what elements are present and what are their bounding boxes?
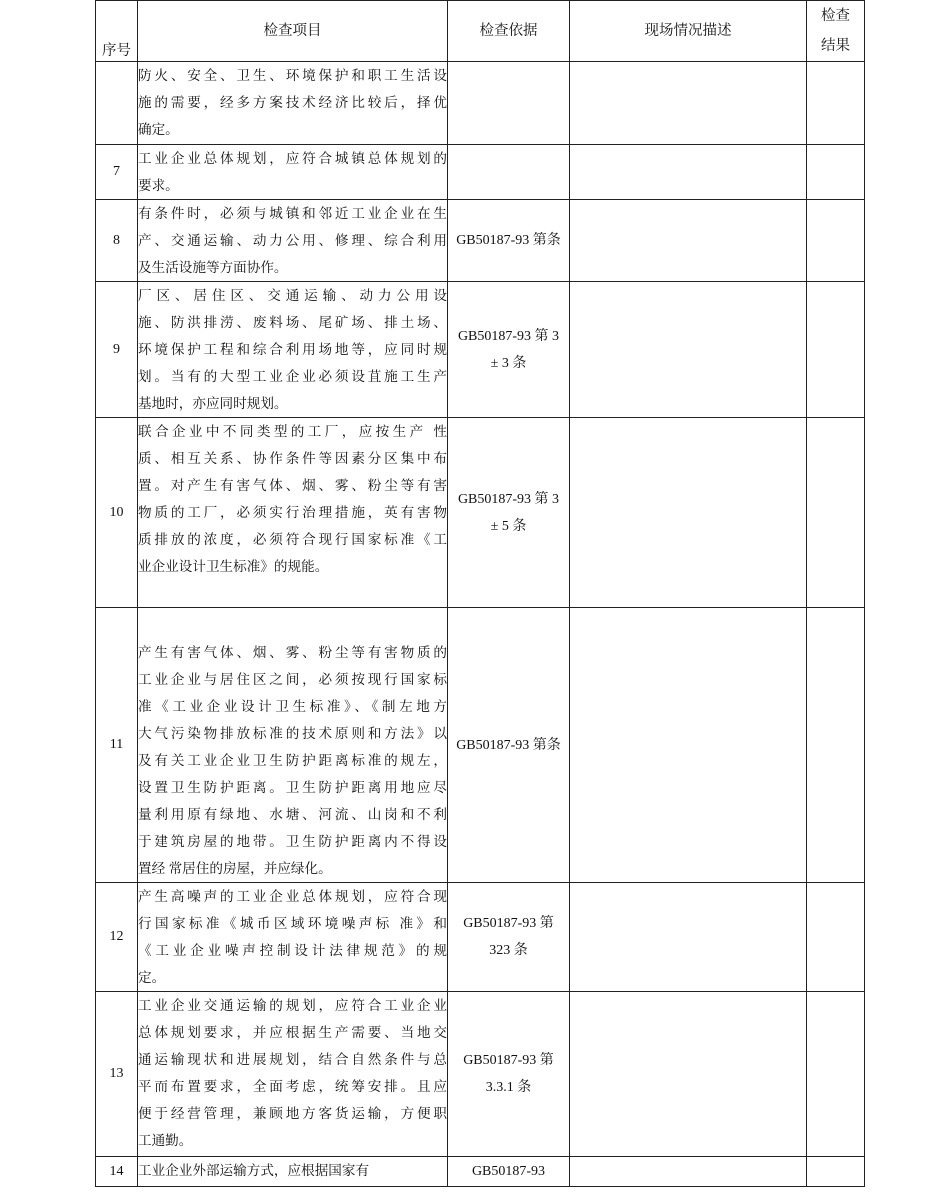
- row-number: 11: [109, 737, 124, 752]
- check-item-cell: [138, 992, 448, 1157]
- check-basis-cell: [448, 200, 570, 282]
- header-check-result-line: 检查: [821, 8, 850, 24]
- table-body: [96, 62, 865, 1187]
- check-item-line: 总体规划要求，并应根据生产需要、当地交: [138, 1025, 447, 1040]
- header-check-result-line: 结果: [821, 38, 850, 54]
- check-basis-line: GB50187-93 第条: [456, 233, 561, 248]
- check-item-line: 物质的工厂，必须实行治理措施，英有害物: [138, 505, 447, 520]
- check-item-cell: [138, 608, 448, 883]
- check-basis-cell: [448, 62, 570, 145]
- check-result-cell: [807, 883, 865, 992]
- check-basis-line: GB50187-93 第 3: [457, 491, 560, 507]
- check-item-cell: [138, 145, 448, 200]
- check-item-line: 业企业设计卫生标准》的规能。: [138, 559, 329, 574]
- check-basis-line: 323 条: [489, 943, 528, 958]
- check-result-cell: [807, 608, 865, 883]
- site-description-cell: [570, 608, 807, 883]
- check-item-line: 通运输现状和进展规划，结合自然条件与总: [138, 1052, 447, 1067]
- check-item-line: 划。当有的大型工业企业必须设苴施工生产: [138, 369, 447, 384]
- check-item-line: 有条件时，必须与城镇和邻近工业企业在生: [138, 206, 447, 221]
- check-item-line: 工业企业总体规划，应符合城镇总体规划的: [138, 151, 447, 166]
- row-number-cell: [96, 1157, 138, 1187]
- site-description-cell: [570, 883, 807, 992]
- row-number-cell: [96, 992, 138, 1157]
- row-number: 9: [113, 341, 120, 357]
- check-result-cell: [807, 62, 865, 145]
- check-basis-cell: [448, 418, 570, 608]
- check-basis-cell: [448, 145, 570, 200]
- row-number-cell: [96, 282, 138, 418]
- site-description-cell: [570, 992, 807, 1157]
- row-number-cell: [96, 418, 138, 608]
- check-item-cell: [138, 883, 448, 992]
- check-item-line: 平而布置要求，全面考虑，统筹安排。且应: [138, 1079, 447, 1094]
- check-basis-line: ± 3 条: [490, 355, 527, 371]
- check-item-cell: [138, 62, 448, 145]
- row-number-cell: [96, 145, 138, 200]
- check-item-line: 产生有害气体、烟、雾、粉尘等有害物质的: [138, 645, 447, 660]
- check-item-line: 设置卫生防护距离。卫生防护距离用地应尽: [138, 780, 447, 795]
- check-item-line: 产生高噪声的工业企业总体规划，应符合现: [138, 889, 447, 904]
- check-item-cell: [138, 418, 448, 608]
- check-result-cell: [807, 1157, 865, 1187]
- check-item-line: 施的需要，经多方案技术经济比较后，择优: [138, 95, 447, 110]
- header-check-basis: 检查依据: [448, 1, 570, 62]
- check-item-line: 产、交通运输、动力公用、修理、综合利用: [138, 233, 447, 248]
- check-item-cell: [138, 1157, 448, 1187]
- check-item-line: 量利用原有绿地、水塘、河流、山岗和不利: [138, 807, 447, 822]
- check-item-line: 置。对产生有害气体、烟、雾、粉尘等有害: [138, 478, 447, 493]
- check-item-line: 环境保护工程和综合利用场地等，应同时规: [138, 342, 447, 357]
- table-row: [96, 62, 865, 145]
- row-number: 8: [113, 232, 120, 248]
- check-basis-line: GB50187-93 第: [463, 1053, 554, 1068]
- check-basis-line: GB50187-93: [471, 1164, 546, 1179]
- table-row: [96, 418, 865, 608]
- check-item-line: 施、防洪排涝、废料场、尾矿场、排土场、: [138, 315, 447, 330]
- row-number: 12: [109, 929, 124, 944]
- check-item-line: 厂区、居住区、交通运输、动力公用设: [138, 288, 447, 303]
- site-description-cell: [570, 145, 807, 200]
- row-number-cell: [96, 608, 138, 883]
- check-item-line: 基地时，亦应同时规划。: [138, 396, 288, 411]
- check-item-line: 行国家标准《城币区域环境噪声标 准》和: [138, 916, 447, 931]
- row-number: 10: [109, 504, 124, 520]
- row-number: 14: [109, 1163, 124, 1179]
- check-basis-cell: [448, 608, 570, 883]
- check-result-cell: [807, 418, 865, 608]
- check-result-cell: [807, 992, 865, 1157]
- check-item-line: 及有关工业企业卫生防护距离标准的规左，: [138, 753, 447, 768]
- check-item-line: 准《工业企业设计卫生标准》、《制左地方: [138, 699, 447, 714]
- check-basis-line: 3.3.1 条: [485, 1080, 532, 1095]
- table-row: [96, 200, 865, 282]
- site-description-cell: [570, 62, 807, 145]
- header-serial-number: 序号: [96, 1, 138, 62]
- check-item-cell: [138, 200, 448, 282]
- header-row: [96, 1, 865, 62]
- check-item-line: 大气污染物排放标准的技术原则和方法》以: [138, 726, 447, 741]
- check-item-line: 确定。: [138, 122, 179, 137]
- header-check-result: [807, 1, 865, 62]
- site-description-cell: [570, 200, 807, 282]
- header-check-item: 检查项目: [138, 1, 448, 62]
- table-row: [96, 145, 865, 200]
- check-basis-cell: [448, 282, 570, 418]
- row-number: 7: [113, 164, 120, 179]
- check-item-line: 质排放的浓度，必须符合现行国家标准《工: [138, 532, 447, 547]
- table-row: [96, 992, 865, 1157]
- check-item-line: 工业企业外部运输方式，应根据国家有: [138, 1163, 370, 1178]
- check-basis-cell: [448, 1157, 570, 1187]
- table-row: [96, 608, 865, 883]
- inspection-table: [95, 0, 865, 1187]
- check-item-line: 防火、安全、卫生、环境保护和职工生活设: [138, 68, 447, 83]
- check-item-line: 工业企业交通运输的规划，应符合工业企业: [138, 998, 447, 1013]
- check-basis-cell: [448, 883, 570, 992]
- check-item-line: 联合企业中不同类型的工厂，应按生产 性: [138, 424, 447, 439]
- check-result-cell: [807, 200, 865, 282]
- check-item-line: 置经 常居住的房屋，并应绿化。: [138, 861, 332, 876]
- table-row: [96, 1157, 865, 1187]
- check-basis-line: GB50187-93 第: [463, 916, 554, 931]
- check-basis-line: GB50187-93 第 3: [457, 328, 560, 344]
- row-number-cell: [96, 883, 138, 992]
- table-header: [96, 1, 865, 62]
- table-row: [96, 282, 865, 418]
- site-description-cell: [570, 282, 807, 418]
- check-item-line: 便于经营管理，兼顾地方客货运输，方便职: [138, 1106, 447, 1121]
- check-item-line: 定。: [138, 970, 166, 985]
- check-item-line: 《工业企业噪声控制设计法律规范》的规: [138, 943, 447, 958]
- site-description-cell: [570, 1157, 807, 1187]
- check-basis-line: ± 5 条: [490, 518, 527, 534]
- check-result-cell: [807, 145, 865, 200]
- check-basis-line: GB50187-93 第条: [456, 737, 561, 753]
- check-item-line: 要求。: [138, 178, 179, 193]
- row-number-cell: [96, 200, 138, 282]
- row-number: 13: [109, 1066, 124, 1081]
- check-basis-cell: [448, 992, 570, 1157]
- check-item-cell: [138, 282, 448, 418]
- header-site-description: 现场情况描述: [570, 1, 807, 62]
- row-number-cell: [96, 62, 138, 145]
- check-result-cell: [807, 282, 865, 418]
- check-item-line: 质、相互关系、协作条件等因素分区集中布: [138, 451, 447, 466]
- check-item-line: 工通勤。: [138, 1133, 193, 1148]
- table-row: [96, 883, 865, 992]
- site-description-cell: [570, 418, 807, 608]
- check-item-line: 工业企业与居住区之间，必须按现行国家标: [138, 672, 447, 687]
- check-item-line: 于建筑房屋的地带。卫生防护距离内不得设: [138, 834, 447, 849]
- check-item-line: 及生活设施等方面协作。: [138, 260, 288, 275]
